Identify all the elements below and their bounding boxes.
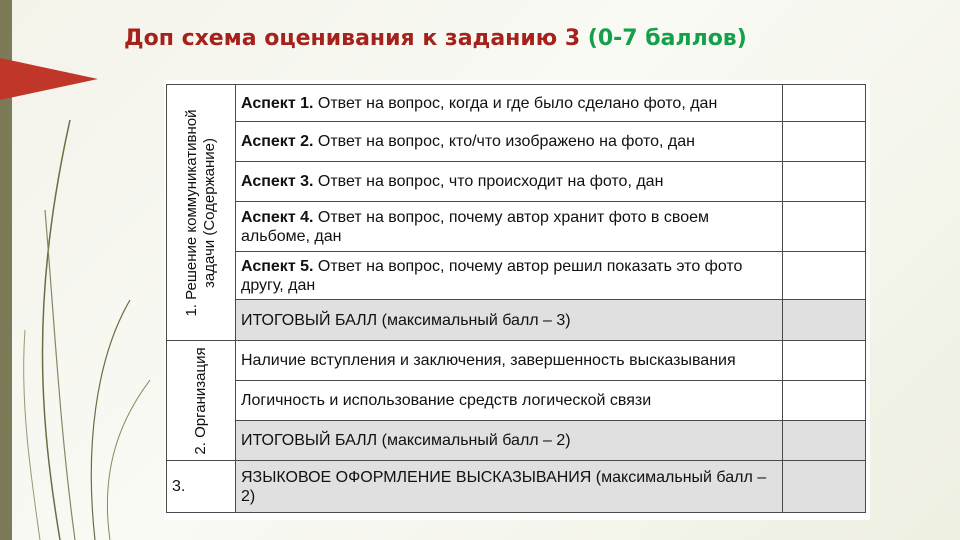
section1-label-cell: [167, 85, 236, 341]
table-row: [167, 162, 866, 202]
table-row: [167, 421, 866, 461]
aspect-2-text: Аспект 2. Ответ на вопрос, кто/что изображено на фото, дан: [236, 122, 783, 162]
aspect-4-score[interactable]: [783, 202, 866, 252]
section1-total-score[interactable]: [783, 300, 866, 341]
section1-label: 1. Решение коммуникативной задачи (Содержание): [183, 108, 218, 317]
organization-row-2-text: Логичность и использование средств логической связи: [236, 381, 783, 421]
table-row: [167, 202, 866, 252]
organization-row-1-text: Наличие вступления и заключения, завершенность высказывания: [236, 341, 783, 381]
section1-total-text: ИТОГОВЫЙ БАЛЛ (максимальный балл – 3): [236, 300, 783, 341]
table-row: [167, 122, 866, 162]
slide-title: [124, 26, 924, 51]
scoring-table-wrapper: [164, 80, 870, 520]
aspect-5-score[interactable]: [783, 252, 866, 300]
table-row: [167, 461, 866, 513]
title-accent: (0-7 баллов): [587, 26, 747, 51]
table-row: [167, 300, 866, 341]
table-row: [167, 341, 866, 381]
section2-total-score[interactable]: [783, 421, 866, 461]
organization-row-2-score[interactable]: [783, 381, 866, 421]
aspect-3-score[interactable]: [783, 162, 866, 202]
section2-label: 2. Организация: [192, 346, 209, 455]
aspect-5-text: Аспект 5. Ответ на вопрос, почему автор решил показать это фото другу, дан: [236, 252, 783, 300]
section3-text: ЯЗЫКОВОЕ ОФОРМЛЕНИЕ ВЫСКАЗЫВАНИЯ (максимальный балл – 2): [236, 461, 783, 513]
aspect-1-text: Аспект 1. Ответ на вопрос, когда и где было сделано фото, дан: [236, 85, 783, 122]
aspect-3-text: Аспект 3. Ответ на вопрос, что происходит на фото, дан: [236, 162, 783, 202]
organization-row-1-score[interactable]: [783, 341, 866, 381]
aspect-1-score[interactable]: [783, 85, 866, 122]
table-row: [167, 85, 866, 122]
title-main: Доп схема оценивания к заданию 3: [124, 26, 588, 51]
scoring-table: [166, 84, 866, 513]
section3-score[interactable]: [783, 461, 866, 513]
section2-label-cell: [167, 341, 236, 461]
aspect-2-score[interactable]: [783, 122, 866, 162]
section2-total-text: ИТОГОВЫЙ БАЛЛ (максимальный балл – 2): [236, 421, 783, 461]
table-row: [167, 252, 866, 300]
table-row: [167, 381, 866, 421]
aspect-4-text: Аспект 4. Ответ на вопрос, почему автор хранит фото в своем альбоме, дан: [236, 202, 783, 252]
section3-label: 3.: [167, 461, 236, 513]
